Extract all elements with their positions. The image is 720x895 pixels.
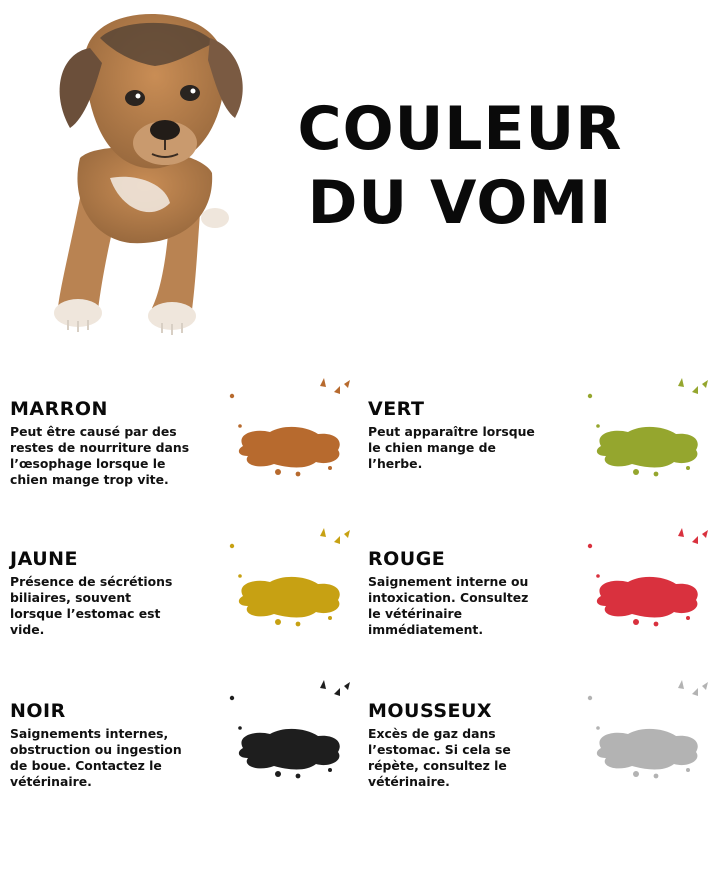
vomit-splat-icon [576,526,716,646]
color-name: JAUNE [10,548,78,570]
vomit-splat-icon [218,376,358,496]
vomit-splat-icon [576,376,716,496]
color-description: Présence de sécrétions biliaires, souvent lorsque l’estomac est vide. [10,574,173,637]
color-name: MARRON [10,398,108,420]
vomit-splat-icon [576,678,716,798]
color-card-vert [368,398,713,528]
puppy-illustration [40,8,260,338]
color-description: Saignement interne ou intoxication. Consultez le vétérinaire immédiatement. [368,574,529,637]
color-card-mousseux [368,700,713,830]
page-title [280,92,640,240]
color-description: Peut être causé par des restes de nourriture dans l’œsophage lorsque le chien mange trop vite. [10,424,190,487]
color-card-jaune [10,548,355,678]
color-card-rouge [368,548,713,678]
color-name: ROUGE [368,548,446,570]
color-description: Saignements internes, obstruction ou ingestion de boue. Contactez le vétérinaire. [10,726,182,789]
color-name: MOUSSEUX [368,700,493,722]
color-description: Peut apparaître lorsque le chien mange de l’herbe. [368,424,535,471]
color-name: NOIR [10,700,66,722]
color-description: Excès de gaz dans l’estomac. Si cela se répète, consultez le vétérinaire. [368,726,511,789]
color-card-noir [10,700,355,830]
color-name: VERT [368,398,425,420]
color-card-marron [10,398,355,528]
vomit-splat-icon [218,526,358,646]
title-line-1: COULEUR [297,94,623,164]
vomit-splat-icon [218,678,358,798]
title-line-2: DU VOMI [307,168,613,238]
